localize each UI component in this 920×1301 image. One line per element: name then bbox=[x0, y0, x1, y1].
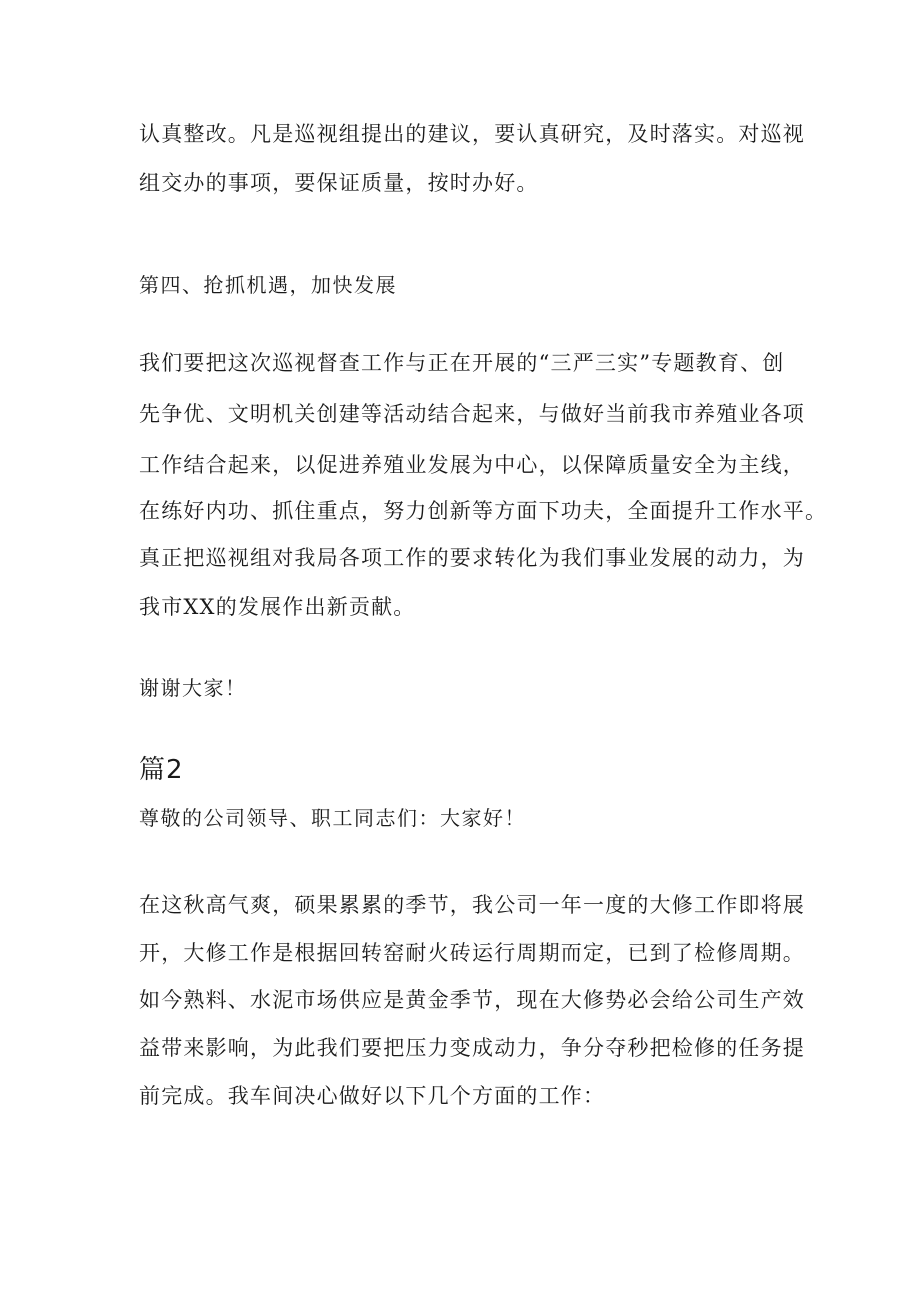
paragraph-line: 认真整改。凡是巡视组提出的建议，要认真研究，及时落实。对巡视 bbox=[139, 122, 805, 146]
article-title: 篇2 bbox=[139, 755, 184, 785]
paragraph-line: 我市XX的发展作出新贡献。 bbox=[139, 595, 416, 619]
paragraph-line: 先争优、文明机关创建等活动结合起来，与做好当前我市养殖业各项 bbox=[139, 402, 805, 426]
closing-thanks: 谢谢大家！ bbox=[139, 676, 247, 700]
paragraph-line: 在练好内功、抓住重点，努力创新等方面下功夫，全面提升工作水平。 bbox=[139, 499, 828, 523]
paragraph-line: 在这秋高气爽，硕果累累的季节，我公司一年一度的大修工作即将展 bbox=[139, 893, 805, 917]
paragraph-line: 工作结合起来，以促进养殖业发展为中心，以保障质量安全为主线， bbox=[139, 453, 805, 477]
greeting: 尊敬的公司领导、职工同志们：大家好！ bbox=[139, 806, 526, 830]
paragraph-line: 真正把巡视组对我局各项工作的要求转化为我们事业发展的动力，为 bbox=[139, 546, 805, 570]
paragraph-line: 益带来影响，为此我们要把压力变成动力，争分夺秒把检修的任务提 bbox=[139, 1036, 805, 1060]
paragraph-line: 如今熟料、水泥市场供应是黄金季节，现在大修势必会给公司生产效 bbox=[139, 988, 805, 1012]
paragraph-line: 开，大修工作是根据回转窑耐火砖运行周期而定，已到了检修周期。 bbox=[139, 941, 805, 965]
paragraph-line: 前完成。我车间决心做好以下几个方面的工作： bbox=[139, 1084, 606, 1108]
paragraph-line: 我们要把这次巡视督查工作与正在开展的“三严三实”专题教育、创 bbox=[139, 351, 785, 375]
section-heading: 第四、抢抓机遇，加快发展 bbox=[139, 273, 397, 297]
paragraph-line: 组交办的事项，要保证质量，按时办好。 bbox=[139, 171, 539, 195]
